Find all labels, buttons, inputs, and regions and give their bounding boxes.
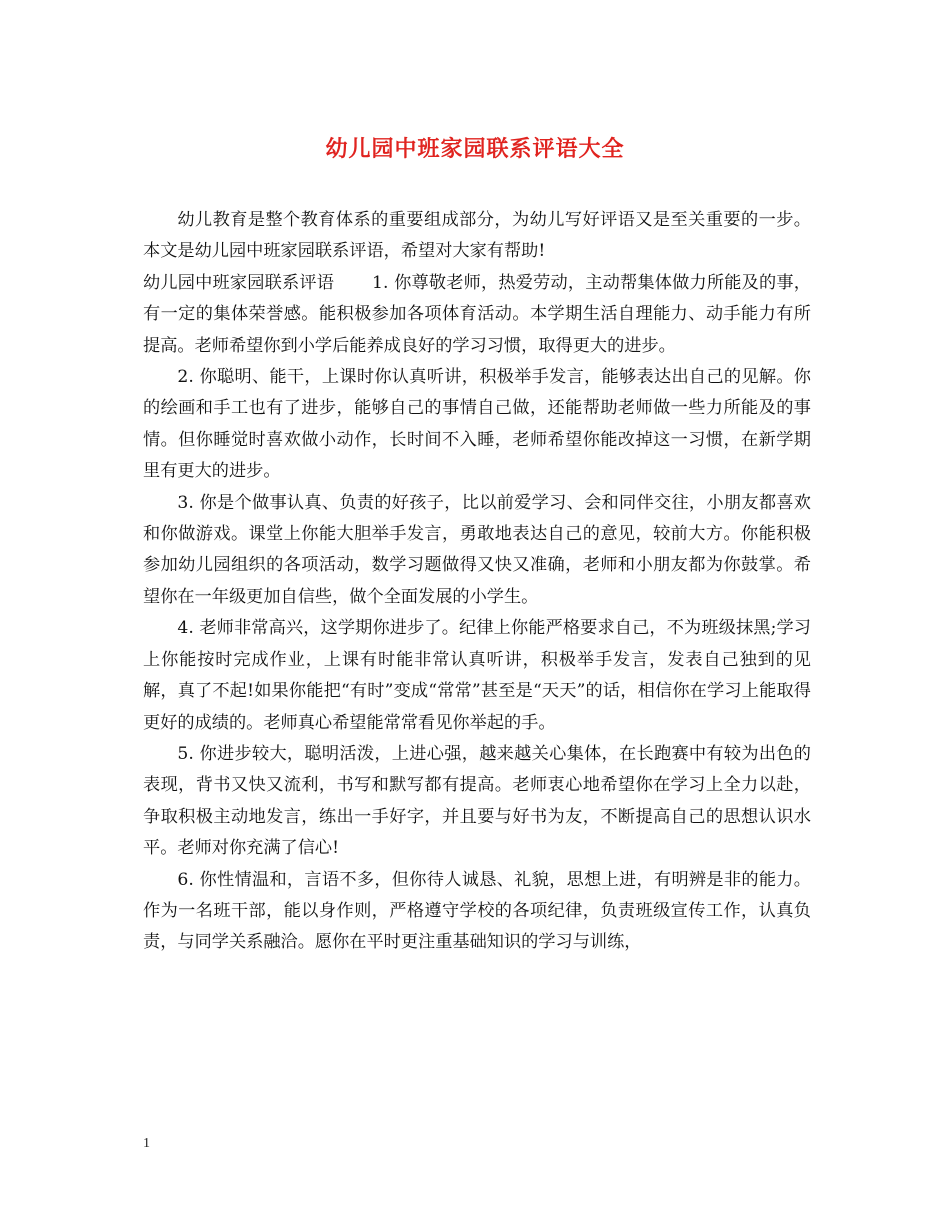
comment-paragraph-2: 2. 你聪明、能干，上课时你认真听讲，积极举手发言，能够表达出自己的见解。你的绘画和手工也有了进步，能够自己的事情自己做，还能帮助老师做一些力所能及的事情。但你睡觉时喜欢做小动作，长时间不入睡，老师希望你能改掉这一习惯，在新学期里有更大的进步。: [143, 367, 811, 482]
comment-paragraph-6: 6. 你性情温和，言语不多，但你待人诚恳、礼貌，思想上进，有明辨是非的能力。作为一名班干部，能以身作则，严格遵守学校的各项纪律，负责班级宣传工作，认真负责，与同学关系融洽。愿你在平时更注重基础知识的学习与训练，: [143, 869, 811, 953]
section-label: 幼儿园中班家园联系评语: [143, 272, 335, 293]
document-title: 幼儿园中班家园联系评语大全: [325, 136, 625, 162]
comment-paragraph-3: 3. 你是个做事认真、负责的好孩子，比以前爱学习、会和同伴交往，小朋友都喜欢和你做游戏。课堂上你能大胆举手发言，勇敢地表达自己的意见，较前大方。你能积极参加幼儿园组织的各项活动，数学习题做得又快又准确，老师和小朋友都为你鼓掌。希望你在一年级更加自信些，做个全面发展的小学生。: [143, 492, 811, 607]
comment-paragraph-4: 4. 老师非常高兴，这学期你进步了。纪律上你能严格要求自己，不为班级抹黑;学习上你能按时完成作业，上课有时能非常认真听讲，积极举手发言，发表自己独到的见解，真了不起!如果你能把“有时”变成“常常”甚至是“天天”的话，相信你在学习上能取得更好的成绩的。老师真心希望能常常看见你举起的手。: [143, 618, 811, 733]
document-body: [143, 205, 811, 959]
comment-paragraph-5: 5. 你进步较大，聪明活泼，上进心强，越来越关心集体，在长跑赛中有较为出色的表现，背书又快又流利，书写和默写都有提高。老师衷心地希望你在学习上全力以赴，争取积极主动地发言，练出一手好字，并且要与好书为友，不断提高自己的思想认识水平。老师对你充满了信心!: [143, 743, 811, 859]
comment-paragraph-1: [143, 268, 811, 362]
comment-text-1: 1. 你尊敬老师，热爱劳动，主动帮集体做力所能及的事，有一定的集体荣誉感。能积极参加各项体育活动。本学期生活自理能力、动手能力有所提高。老师希望你到小学后能养成良好的学习习惯，取得更大的进步。: [143, 272, 811, 356]
page-number: 1: [143, 1136, 150, 1151]
intro-paragraph: 幼儿教育是整个教育体系的重要组成部分，为幼儿写好评语又是至关重要的一步。本文是幼儿园中班家园联系评语，希望对大家有帮助!: [143, 210, 811, 262]
